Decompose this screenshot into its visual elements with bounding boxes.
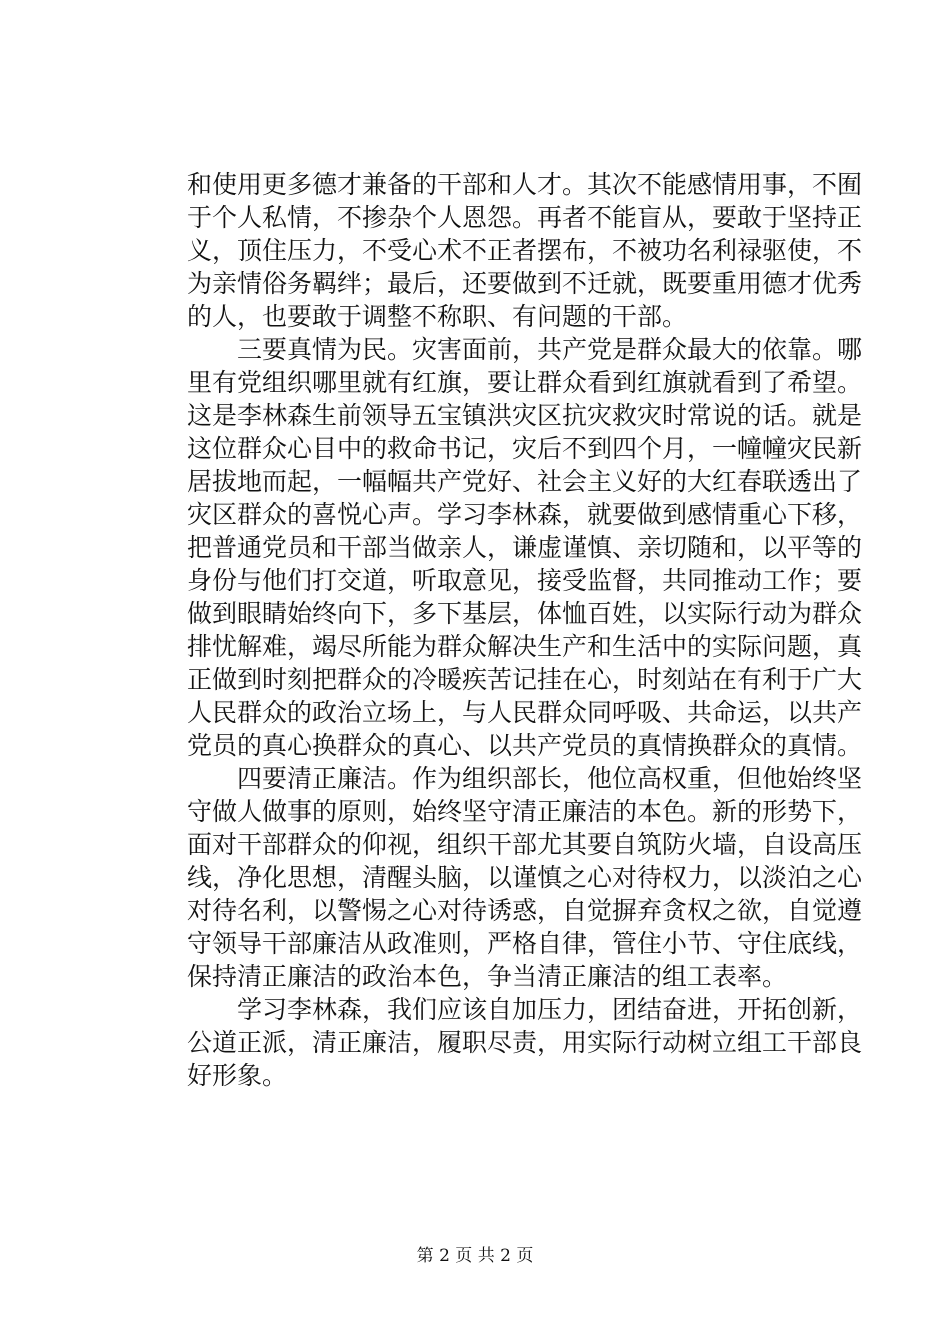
text-line: 这位群众心目中的救命书记，灾后不到四个月，一幢幢灾民新 — [187, 434, 863, 463]
text-line: 学习李林森，我们应该自加压力，团结奋进，开拓创新， — [187, 995, 863, 1024]
text-line: 正做到时刻把群众的冷暖疾苦记挂在心，时刻站在有利于广大 — [187, 665, 863, 694]
text-line: 三要真情为民。灾害面前，共产党是群众最大的依靠。哪 — [187, 335, 863, 364]
text-line: 面对干部群众的仰视，组织干部尤其要自筑防火墙，自设高压 — [187, 830, 863, 859]
text-line: 身份与他们打交道，听取意见，接受监督，共同推动工作；要 — [187, 566, 863, 595]
text-line: 灾区群众的喜悦心声。学习李林森，就要做到感情重心下移， — [187, 500, 863, 529]
text-line: 四要清正廉洁。作为组织部长，他位高权重，但他始终坚 — [187, 764, 863, 793]
text-line: 人民群众的政治立场上，与人民群众同呼吸、共命运，以共产 — [187, 698, 863, 727]
text-line: 居拔地而起，一幅幅共产党好、社会主义好的大红春联透出了 — [187, 467, 863, 496]
document-body — [187, 168, 863, 1092]
text-line: 守领导干部廉洁从政准则，严格自律，管住小节、守住底线， — [187, 929, 863, 958]
text-line: 守做人做事的原则，始终坚守清正廉洁的本色。新的形势下， — [187, 797, 863, 826]
text-line: 保持清正廉洁的政治本色，争当清正廉洁的组工表率。 — [187, 962, 788, 991]
text-line: 这是李林森生前领导五宝镇洪灾区抗灾救灾时常说的话。就是 — [187, 401, 863, 430]
text-line: 好形象。 — [187, 1061, 288, 1090]
text-line: 做到眼睛始终向下，多下基层，体恤百姓，以实际行动为群众 — [187, 599, 863, 628]
text-line: 线，净化思想，清醒头脑，以谨慎之心对待权力，以淡泊之心 — [187, 863, 863, 892]
text-line: 把普通党员和干部当做亲人，谦虚谨慎、亲切随和，以平等的 — [187, 533, 863, 562]
page-footer: 第 2 页 共 2 页 — [416, 1246, 534, 1266]
text-line: 和使用更多德才兼备的干部和人才。其次不能感情用事，不囿 — [187, 170, 863, 199]
text-line: 排忧解难，竭尽所能为群众解决生产和生活中的实际问题，真 — [187, 632, 863, 661]
text-line: 对待名利，以警惕之心对待诱惑，自觉摒弃贪权之欲，自觉遵 — [187, 896, 863, 925]
text-line: 于个人私情，不掺杂个人恩怨。再者不能盲从，要敢于坚持正 — [187, 203, 863, 232]
text-line: 党员的真心换群众的真心、以共产党员的真情换群众的真情。 — [187, 731, 863, 760]
text-line: 里有党组织哪里就有红旗，要让群众看到红旗就看到了希望。 — [187, 368, 863, 397]
text-line: 公道正派，清正廉洁，履职尽责，用实际行动树立组工干部良 — [187, 1028, 863, 1057]
text-line: 为亲情俗务羁绊；最后，还要做到不迁就，既要重用德才优秀 — [187, 269, 863, 298]
text-line: 的人，也要敢于调整不称职、有问题的干部。 — [187, 302, 688, 331]
text-line: 义，顶住压力，不受心术不正者摆布，不被功名利禄驱使，不 — [187, 236, 863, 265]
